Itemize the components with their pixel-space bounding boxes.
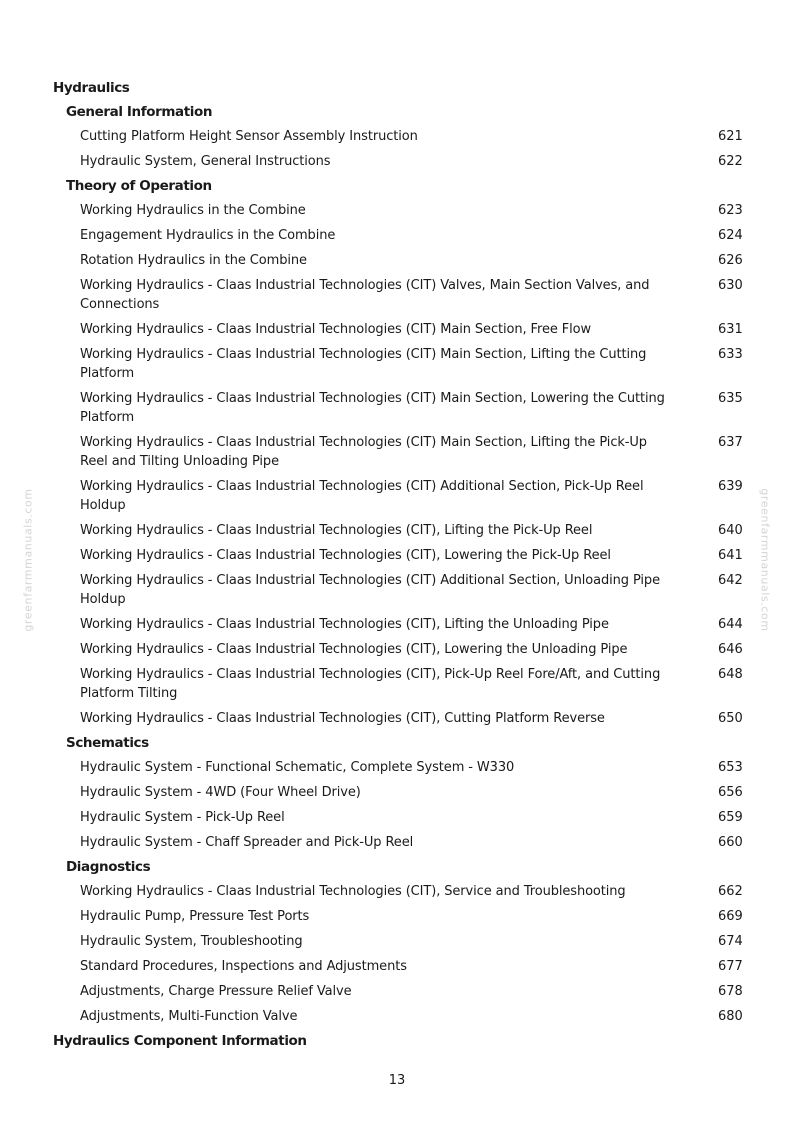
toc-entry-page: 646 [718, 642, 743, 657]
toc-entry-page: 677 [718, 959, 743, 974]
toc-entry-title: Hydraulic System, General Instructions [80, 154, 331, 169]
toc-entry-title: Working Hydraulics - Claas Industrial Technologies (CIT) Main Section, Free Flow [80, 322, 592, 337]
toc-entry-page: 653 [718, 760, 743, 775]
toc-entry[interactable] [0, 223, 794, 248]
toc-entry-page: 641 [718, 548, 743, 563]
table-of-contents [0, 76, 794, 1053]
toc-entry-title: Working Hydraulics - Claas Industrial Technologies (CIT) Valves, Main Section Valves, and Connections [80, 278, 650, 312]
toc-entry-title: Working Hydraulics - Claas Industrial Technologies (CIT), Cutting Platform Reverse [80, 711, 605, 726]
toc-entry[interactable] [0, 954, 794, 979]
toc-entry[interactable] [0, 342, 794, 386]
toc-entry-title: Working Hydraulics - Claas Industrial Technologies (CIT), Lifting the Pick-Up Reel [80, 523, 593, 538]
toc-entry-title: Working Hydraulics in the Combine [80, 203, 306, 218]
toc-entry-title: Adjustments, Multi-Function Valve [80, 1009, 298, 1024]
toc-entry-page: 623 [718, 203, 743, 218]
toc-entry[interactable] [0, 879, 794, 904]
toc-entry[interactable] [0, 273, 794, 317]
toc-section-title: General Information [66, 104, 213, 120]
toc-entry-title: Working Hydraulics - Claas Industrial Technologies (CIT) Additional Section, Pick-Up Reel Holdup [80, 479, 644, 513]
toc-entry-title: Working Hydraulics - Claas Industrial Technologies (CIT), Lowering the Unloading Pipe [80, 642, 628, 657]
toc-entry-page: 626 [718, 253, 743, 268]
toc-entry[interactable] [0, 1004, 794, 1029]
toc-entry-page: 680 [718, 1009, 743, 1024]
toc-entry-page: 631 [718, 322, 743, 337]
toc-entry-page: 650 [718, 711, 743, 726]
toc-entry-title: Working Hydraulics - Claas Industrial Technologies (CIT) Main Section, Lifting the Cutting Platform [80, 347, 647, 381]
toc-entry[interactable] [0, 805, 794, 830]
toc-section-heading [0, 855, 794, 879]
toc-entry-page: 630 [718, 278, 743, 293]
toc-entry[interactable] [0, 430, 794, 474]
page-number: 13 [388, 1073, 406, 1088]
toc-entry-page: 624 [718, 228, 743, 243]
toc-entry-title: Adjustments, Charge Pressure Relief Valve [80, 984, 352, 999]
toc-entry-page: 669 [718, 909, 743, 924]
toc-entry[interactable] [0, 904, 794, 929]
toc-entry-title: Working Hydraulics - Claas Industrial Technologies (CIT) Additional Section, Unloading Pipe Holdup [80, 573, 660, 607]
toc-entry-title: Cutting Platform Height Sensor Assembly Instruction [80, 129, 418, 144]
toc-entry-page: 642 [718, 573, 743, 588]
toc-entry-title: Working Hydraulics - Claas Industrial Technologies (CIT) Main Section, Lifting the Pick-Up Reel and Tilting Unloading Pipe [80, 435, 647, 469]
toc-entry-page: 644 [718, 617, 743, 632]
toc-entry[interactable] [0, 755, 794, 780]
toc-entry-title: Working Hydraulics - Claas Industrial Technologies (CIT), Lowering the Pick-Up Reel [80, 548, 611, 563]
toc-section-title: Diagnostics [66, 859, 151, 875]
toc-entry[interactable] [0, 149, 794, 174]
toc-entry[interactable] [0, 386, 794, 430]
toc-entry[interactable] [0, 780, 794, 805]
toc-entry[interactable] [0, 317, 794, 342]
toc-entry-title: Working Hydraulics - Claas Industrial Technologies (CIT) Main Section, Lowering the Cutting Platform [80, 391, 665, 425]
toc-entry[interactable] [0, 543, 794, 568]
toc-entry-title: Working Hydraulics - Claas Industrial Technologies (CIT), Pick-Up Reel Fore/Aft, and Cutting Platform Tilting [80, 667, 661, 701]
toc-entry[interactable] [0, 979, 794, 1004]
toc-entry[interactable] [0, 706, 794, 731]
toc-entry-page: 678 [718, 984, 743, 999]
toc-entry-title: Standard Procedures, Inspections and Adjustments [80, 959, 407, 974]
watermark-right: greenfarmmanuals.com [758, 488, 772, 632]
toc-entry-title: Rotation Hydraulics in the Combine [80, 253, 307, 268]
toc-entry-title: Hydraulic System, Troubleshooting [80, 934, 303, 949]
watermark-left: greenfarmmanuals.com [21, 488, 35, 632]
toc-entry[interactable] [0, 662, 794, 706]
toc-entry[interactable] [0, 198, 794, 223]
toc-entry[interactable] [0, 637, 794, 662]
toc-entry-title: Hydraulic System - Functional Schematic, Complete System - W330 [80, 760, 515, 775]
toc-section-title: Schematics [66, 735, 149, 751]
toc-entry-page: 674 [718, 934, 743, 949]
toc-entry-title: Engagement Hydraulics in the Combine [80, 228, 336, 243]
toc-chapter-title: Hydraulics Component Information [53, 1033, 307, 1049]
toc-entry[interactable] [0, 568, 794, 612]
toc-entry-title: Hydraulic System - 4WD (Four Wheel Drive) [80, 785, 361, 800]
toc-entry-page: 622 [718, 154, 743, 169]
toc-chapter-heading [0, 1029, 794, 1053]
toc-entry-title: Hydraulic Pump, Pressure Test Ports [80, 909, 310, 924]
toc-section-heading [0, 731, 794, 755]
toc-chapter-heading [0, 76, 794, 100]
toc-entry[interactable] [0, 124, 794, 149]
toc-entry-title: Working Hydraulics - Claas Industrial Technologies (CIT), Service and Troubleshooting [80, 884, 626, 899]
toc-entry-page: 635 [718, 391, 743, 406]
toc-entry-title: Working Hydraulics - Claas Industrial Technologies (CIT), Lifting the Unloading Pipe [80, 617, 609, 632]
toc-entry-page: 640 [718, 523, 743, 538]
toc-entry[interactable] [0, 474, 794, 518]
toc-entry[interactable] [0, 518, 794, 543]
toc-entry-title: Hydraulic System - Chaff Spreader and Pick-Up Reel [80, 835, 414, 850]
toc-entry-page: 637 [718, 435, 743, 450]
toc-section-heading [0, 174, 794, 198]
toc-entry-page: 648 [718, 667, 743, 682]
toc-entry[interactable] [0, 248, 794, 273]
toc-entry-page: 659 [718, 810, 743, 825]
toc-chapter-title: Hydraulics [53, 80, 130, 96]
toc-entry[interactable] [0, 612, 794, 637]
toc-entry-page: 660 [718, 835, 743, 850]
toc-entry-page: 639 [718, 479, 743, 494]
toc-entry[interactable] [0, 830, 794, 855]
toc-entry-page: 656 [718, 785, 743, 800]
toc-entry[interactable] [0, 929, 794, 954]
toc-section-title: Theory of Operation [66, 178, 212, 194]
toc-entry-page: 621 [718, 129, 743, 144]
toc-entry-title: Hydraulic System - Pick-Up Reel [80, 810, 285, 825]
toc-entry-page: 662 [718, 884, 743, 899]
toc-entry-page: 633 [718, 347, 743, 362]
toc-section-heading [0, 100, 794, 124]
